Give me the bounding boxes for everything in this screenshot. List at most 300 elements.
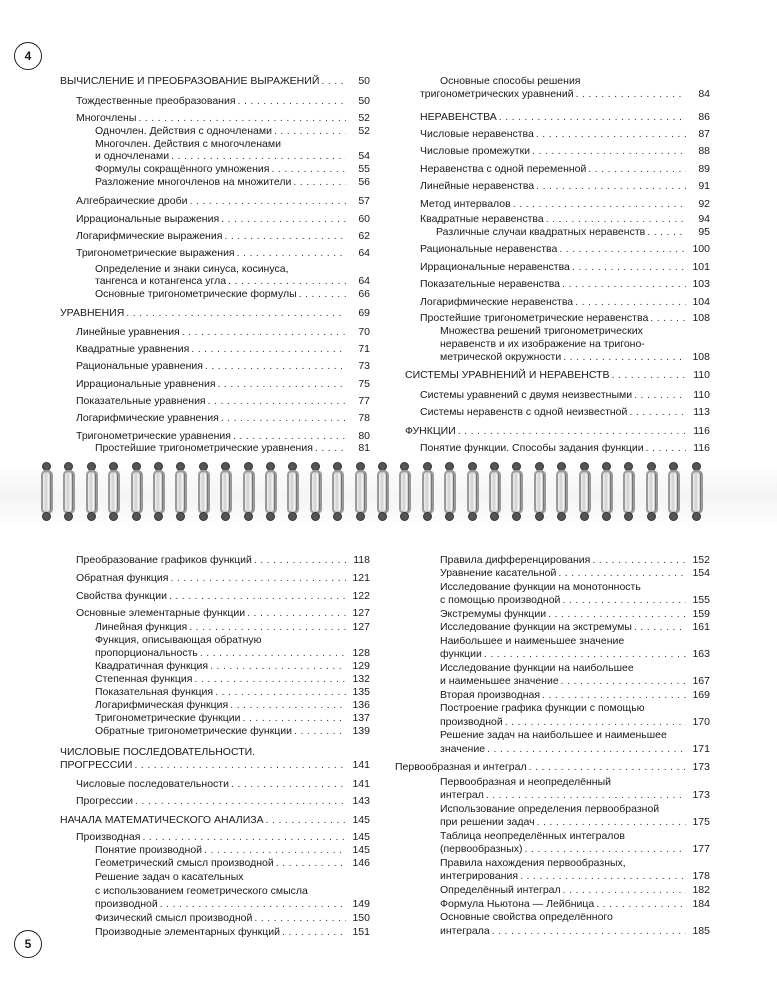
toc-entry-title: тригонометрических уравнений — [420, 88, 574, 100]
toc-section-heading — [420, 111, 710, 124]
toc-entry — [60, 150, 370, 163]
toc-dot-leader — [315, 442, 346, 455]
toc-entry-title: Степенная функция — [95, 673, 193, 685]
toc-entry-title: пропорциональность — [95, 647, 198, 659]
toc-page-number: 86 — [698, 111, 710, 123]
toc-dot-leader — [294, 725, 346, 738]
toc-page-number: 64 — [358, 247, 370, 259]
toc-entry — [60, 378, 370, 391]
toc-page-number: 135 — [352, 686, 370, 698]
toc-entry-title: неравенств и их изображение на тригоно- — [440, 338, 645, 350]
toc-entry-title: Функция, описывающая обратную — [95, 634, 262, 646]
toc-dot-leader — [200, 647, 346, 660]
toc-page-number: 152 — [692, 554, 710, 566]
toc-dot-leader — [215, 686, 346, 699]
toc-dot-leader — [233, 430, 346, 443]
toc-dot-leader — [218, 378, 347, 391]
toc-page-number: 80 — [358, 430, 370, 442]
toc-dot-leader — [230, 699, 346, 712]
toc-entry — [420, 789, 710, 802]
toc-page-number: 94 — [698, 213, 710, 225]
toc-entry-title: Иррациональные выражения — [76, 213, 220, 225]
toc-entry-title: Тождественные преобразования — [76, 95, 236, 107]
toc-page-number: 108 — [692, 312, 710, 324]
spiral-ring — [264, 462, 276, 520]
toc-dot-leader — [271, 163, 346, 176]
spiral-ring — [286, 462, 298, 520]
toc-entry — [395, 761, 710, 774]
toc-page-number: 139 — [352, 725, 370, 737]
toc-entry — [420, 312, 710, 325]
toc-page-number: 143 — [352, 795, 370, 807]
toc-page-number: 149 — [352, 898, 370, 910]
toc-entry — [60, 699, 370, 712]
toc-entry-title: УРАВНЕНИЯ — [60, 307, 125, 319]
toc-section-heading — [405, 369, 710, 382]
toc-entry-title: Первообразная и неопределённый — [440, 776, 611, 788]
toc-page-number: 77 — [358, 395, 370, 407]
toc-top-right-column — [405, 0, 710, 460]
toc-dot-leader — [458, 425, 686, 438]
toc-entry — [420, 675, 710, 688]
spiral-binding — [0, 462, 777, 530]
toc-page-number: 113 — [693, 406, 710, 418]
toc-dot-leader — [208, 395, 346, 408]
toc-dot-leader — [650, 312, 686, 325]
toc-page-number: 89 — [698, 163, 710, 175]
toc-page-number: 91 — [698, 180, 710, 192]
toc-page-number: 169 — [692, 689, 710, 701]
toc-dot-leader — [274, 125, 346, 138]
toc-dot-leader — [542, 689, 686, 702]
toc-dot-leader — [293, 176, 346, 189]
toc-entry-title: Системы уравнений с двумя неизвестными — [420, 389, 633, 401]
toc-entry-title: Различные случаи квадратных неравенств — [436, 226, 646, 238]
toc-entry-title: Тригонометрические уравнения — [76, 430, 231, 442]
toc-page-number: 128 — [352, 647, 370, 659]
toc-dot-leader — [189, 195, 346, 208]
toc-page-number: 70 — [358, 326, 370, 338]
spiral-ring — [331, 462, 343, 520]
spiral-ring — [488, 462, 500, 520]
toc-dot-leader — [231, 778, 346, 791]
spiral-ring — [443, 462, 455, 520]
toc-dot-leader — [499, 111, 686, 124]
toc-dot-leader — [142, 831, 346, 844]
toc-dot-leader — [532, 145, 686, 158]
toc-page-number: 141 — [352, 778, 370, 790]
toc-page-number: 52 — [358, 112, 370, 124]
toc-entry-title: Квадратные уравнения — [76, 343, 190, 355]
spiral-ring — [398, 462, 410, 520]
toc-dot-leader — [536, 180, 686, 193]
toc-dot-leader — [238, 95, 346, 108]
toc-entry — [420, 581, 710, 594]
toc-entry-title: Квадратичная функция — [95, 660, 209, 672]
toc-page-number: 116 — [693, 425, 710, 437]
toc-entry — [420, 803, 710, 816]
toc-page-number: 116 — [693, 442, 710, 454]
toc-section-heading — [60, 75, 370, 88]
toc-entry-title: Наибольшее и наименьшее значение — [440, 635, 625, 647]
toc-entry-title: и наименьшее значение — [440, 675, 559, 687]
toc-entry — [60, 898, 370, 911]
toc-dot-leader — [546, 213, 686, 226]
toc-entry — [420, 567, 710, 580]
toc-entry — [60, 263, 370, 276]
toc-dot-leader — [171, 150, 346, 163]
toc-dot-leader — [561, 675, 686, 688]
toc-page-number: 104 — [692, 296, 710, 308]
toc-dot-leader — [266, 814, 346, 827]
toc-page-number: 101 — [692, 261, 710, 273]
toc-entry — [420, 325, 710, 338]
toc-entry-title: Линейные неравенства — [420, 180, 535, 192]
toc-dot-leader — [563, 884, 686, 897]
toc-entry — [60, 288, 370, 301]
toc-entry-title: Многочлены — [76, 112, 137, 124]
toc-dot-leader — [254, 912, 346, 925]
spiral-ring — [600, 462, 612, 520]
toc-entry — [420, 702, 710, 715]
bottom-page-number: 5 — [14, 930, 42, 958]
toc-page-number: 127 — [352, 621, 370, 633]
toc-entry — [420, 198, 710, 211]
toc-page-number: 54 — [358, 150, 370, 162]
toc-entry — [60, 275, 370, 288]
toc-entry-title: интеграла — [440, 925, 490, 937]
toc-page-number: 121 — [352, 572, 370, 584]
spiral-ring — [85, 462, 97, 520]
toc-page-number: 50 — [358, 95, 370, 107]
toc-page-number: 145 — [352, 814, 370, 826]
toc-entry-title: Первообразная и интеграл — [395, 761, 527, 773]
toc-entry-title: Определённый интеграл — [440, 884, 561, 896]
toc-section-heading — [60, 759, 370, 772]
toc-entry — [60, 673, 370, 686]
toc-page-number: 50 — [358, 75, 370, 87]
toc-entry-title: Логарифмические уравнения — [76, 412, 219, 424]
toc-page-number: 60 — [358, 213, 370, 225]
toc-entry — [60, 230, 370, 243]
toc-entry-title: Показательные неравенства — [420, 278, 561, 290]
toc-entry — [60, 686, 370, 699]
toc-page-number: 110 — [693, 369, 710, 381]
toc-page-number: 154 — [692, 567, 710, 579]
toc-entry — [60, 871, 370, 884]
toc-entry-title: СИСТЕМЫ УРАВНЕНИЙ И НЕРАВЕНСТВ — [405, 369, 610, 381]
toc-entry-title: Понятие функции. Способы задания функции — [420, 442, 644, 454]
toc-entry — [60, 572, 370, 585]
toc-entry — [60, 163, 370, 176]
toc-entry — [60, 138, 370, 151]
toc-entry — [60, 660, 370, 673]
toc-dot-leader — [596, 898, 686, 911]
toc-entry-title: Логарифмические выражения — [76, 230, 223, 242]
toc-dot-leader — [487, 743, 686, 756]
toc-page-number: 95 — [698, 226, 710, 238]
toc-entry — [60, 778, 370, 791]
toc-entry — [60, 326, 370, 339]
toc-page-number: 88 — [698, 145, 710, 157]
toc-dot-leader — [205, 360, 346, 373]
toc-entry — [420, 594, 710, 607]
toc-page-number: 161 — [692, 621, 710, 633]
toc-page-number: 145 — [352, 831, 370, 843]
toc-entry-title: Решение задач о касательных — [95, 871, 244, 883]
toc-entry-title: Исследование функции на наибольшее — [440, 662, 634, 674]
toc-entry — [420, 843, 710, 856]
toc-dot-leader — [576, 88, 686, 101]
spiral-ring — [421, 462, 433, 520]
toc-entry — [60, 912, 370, 925]
toc-entry-title: Числовые неравенства — [420, 128, 534, 140]
toc-page-number: 173 — [692, 789, 710, 801]
toc-dot-leader — [529, 761, 686, 774]
toc-entry-title: Использование определения первообразной — [440, 803, 660, 815]
toc-entry — [60, 554, 370, 567]
toc-entry — [60, 926, 370, 939]
toc-entry-title: Правила нахождения первообразных, — [440, 857, 626, 869]
toc-entry-title: ФУНКЦИИ — [405, 425, 456, 437]
spiral-ring — [152, 462, 164, 520]
toc-dot-leader — [588, 163, 686, 176]
spiral-ring — [622, 462, 634, 520]
toc-dot-leader — [524, 843, 686, 856]
toc-entry — [60, 857, 370, 870]
toc-dot-leader — [247, 607, 346, 620]
toc-entry-title: и одночленами — [95, 150, 170, 162]
toc-entry-title: Обратные тригонометрические функции — [95, 725, 293, 737]
toc-page-number: 108 — [692, 351, 710, 363]
toc-entry-title: Разложение многочленов на множители — [95, 176, 292, 188]
spiral-ring — [242, 462, 254, 520]
toc-entry-title: Основные свойства определённого — [440, 911, 613, 923]
toc-page-number: 73 — [358, 360, 370, 372]
toc-entry — [420, 830, 710, 843]
toc-entry-title: Неравенства с одной переменной — [420, 163, 587, 175]
toc-page-number: 127 — [352, 607, 370, 619]
toc-page-number: 55 — [358, 163, 370, 175]
toc-entry — [420, 870, 710, 883]
toc-dot-leader — [572, 261, 686, 274]
toc-entry — [60, 795, 370, 808]
toc-dot-leader — [221, 213, 346, 226]
toc-entry-title: Простейшие тригонометрические уравнения — [95, 442, 313, 454]
toc-dot-leader — [537, 816, 686, 829]
spiral-ring — [354, 462, 366, 520]
toc-dot-leader — [276, 857, 346, 870]
toc-dot-leader — [562, 278, 686, 291]
toc-entry-title: Определение и знаки синуса, косинуса, — [95, 263, 289, 275]
toc-entry-title: Тригонометрические выражения — [76, 247, 235, 259]
toc-entry-title: Рациональные неравенства — [420, 243, 558, 255]
toc-entry-title: Логарифмическая функция — [95, 699, 229, 711]
toc-entry — [420, 261, 710, 274]
spiral-ring — [197, 462, 209, 520]
toc-entry-title: Физический смысл производной — [95, 912, 253, 924]
toc-entry-title: Построение графика функции с помощью — [440, 702, 645, 714]
toc-page-number: 100 — [692, 243, 710, 255]
toc-entry-title: Иррациональные неравенства — [420, 261, 570, 273]
toc-top-left-column — [60, 0, 370, 460]
toc-entry-title: Формулы сокращённого умножения — [95, 163, 270, 175]
spiral-ring — [130, 462, 142, 520]
toc-entry — [60, 885, 370, 898]
toc-entry — [420, 145, 710, 158]
toc-entry — [60, 430, 370, 443]
toc-entry-title: Линейная функция — [95, 621, 188, 633]
toc-bottom-left-column — [60, 530, 370, 1000]
toc-entry-title: Алгебраические дроби — [76, 195, 188, 207]
toc-entry-title: производной — [95, 898, 158, 910]
toc-entry-title: Показательные уравнения — [76, 395, 206, 407]
toc-entry-title: тангенса и котангенса угла — [95, 275, 227, 287]
toc-entry-title: Прогрессии — [76, 795, 133, 807]
toc-entry — [60, 831, 370, 844]
toc-entry — [420, 729, 710, 742]
toc-entry-title: интеграл — [440, 789, 484, 801]
toc-entry — [420, 442, 710, 455]
toc-entry — [60, 213, 370, 226]
toc-entry — [420, 163, 710, 176]
toc-entry-title: НАЧАЛА МАТЕМАТИЧЕСКОГО АНАЛИЗА — [60, 814, 264, 826]
toc-entry-title: Тригонометрические функции — [95, 712, 241, 724]
toc-page-number: 66 — [358, 288, 370, 300]
toc-entry-title: Основные способы решения — [440, 75, 581, 87]
toc-entry-title: Решение задач на наибольшее и наименьшее — [440, 729, 667, 741]
toc-entry — [420, 716, 710, 729]
toc-entry — [420, 884, 710, 897]
toc-dot-leader — [486, 789, 686, 802]
toc-bottom-right-column — [395, 530, 710, 1000]
toc-entry — [60, 607, 370, 620]
toc-entry — [420, 898, 710, 911]
toc-entry — [60, 125, 370, 138]
spiral-ring — [40, 462, 52, 520]
toc-dot-leader — [299, 288, 346, 301]
toc-entry — [60, 412, 370, 425]
toc-entry-title: Экстремумы функции — [440, 608, 547, 620]
toc-page-number: 178 — [692, 870, 710, 882]
toc-entry — [420, 621, 710, 634]
spiral-ring — [376, 462, 388, 520]
toc-section-heading — [405, 425, 710, 438]
toc-page-number: 56 — [358, 176, 370, 188]
toc-dot-leader — [492, 925, 686, 938]
toc-dot-leader — [634, 621, 686, 634]
toc-dot-leader — [563, 351, 686, 364]
toc-entry-title: Основные элементарные функции — [76, 607, 246, 619]
toc-page-number: 87 — [698, 128, 710, 140]
toc-entry-title: Метод интервалов — [420, 198, 511, 210]
toc-dot-leader — [224, 230, 346, 243]
toc-entry-title: Показательная функция — [95, 686, 214, 698]
toc-entry — [420, 296, 710, 309]
toc-dot-leader — [169, 590, 346, 603]
toc-entry-title: Рациональные уравнения — [76, 360, 203, 372]
toc-entry — [420, 662, 710, 675]
toc-entry-title: Формула Ньютона — Лейбница — [440, 898, 595, 910]
toc-entry — [60, 395, 370, 408]
toc-page-number: 171 — [692, 743, 710, 755]
toc-entry-title: НЕРАВЕНСТВА — [420, 111, 497, 123]
toc-entry — [420, 925, 710, 938]
toc-entry-title: Исследование функции на экстремумы — [440, 621, 632, 633]
toc-entry — [60, 95, 370, 108]
spiral-ring — [309, 462, 321, 520]
toc-dot-leader — [170, 572, 346, 585]
toc-dot-leader — [513, 198, 686, 211]
toc-entry-title: Таблица неопределённых интегралов — [440, 830, 625, 842]
toc-entry-title: Уравнение касательной — [440, 567, 557, 579]
toc-page-number: 75 — [358, 378, 370, 390]
toc-dot-leader — [194, 673, 346, 686]
toc-entry-title: Многочлен. Действия с многочленами — [95, 138, 281, 150]
toc-entry-title: ПРОГРЕССИИ — [60, 759, 133, 771]
toc-dot-leader — [562, 594, 686, 607]
toc-page-number: 92 — [698, 198, 710, 210]
toc-dot-leader — [221, 412, 346, 425]
spiral-ring — [533, 462, 545, 520]
toc-page-number: 103 — [692, 278, 710, 290]
toc-entry-title: Одночлен. Действия с одночленами — [95, 125, 272, 137]
toc-entry-title: Простейшие тригонометрические неравенства — [420, 312, 649, 324]
toc-dot-leader — [254, 554, 346, 567]
toc-entry-title: Множества решений тригонометрических — [440, 325, 643, 337]
toc-dot-leader — [126, 307, 346, 320]
toc-page-number: 78 — [358, 412, 370, 424]
toc-dot-leader — [647, 226, 686, 239]
spiral-ring — [466, 462, 478, 520]
toc-entry-title: Системы неравенств с одной неизвестной — [420, 406, 628, 418]
toc-entry — [60, 112, 370, 125]
toc-entry — [420, 278, 710, 291]
toc-entry — [420, 180, 710, 193]
toc-page-number: 146 — [352, 857, 370, 869]
toc-page-number: 185 — [692, 925, 710, 937]
toc-page-number: 110 — [693, 389, 710, 401]
toc-page-number: 177 — [692, 843, 710, 855]
toc-dot-leader — [646, 442, 686, 455]
toc-page-number: 129 — [352, 660, 370, 672]
toc-entry-title: (первообразных) — [440, 843, 523, 855]
toc-entry — [420, 776, 710, 789]
toc-dot-leader — [135, 795, 346, 808]
toc-dot-leader — [134, 759, 346, 772]
toc-dot-leader — [548, 608, 686, 621]
toc-page-number: 141 — [352, 759, 370, 771]
toc-page-number: 151 — [352, 926, 370, 938]
toc-dot-leader — [592, 554, 686, 567]
toc-dot-leader — [191, 343, 346, 356]
toc-dot-leader — [189, 621, 346, 634]
toc-dot-leader — [237, 247, 346, 260]
toc-section-heading — [60, 814, 370, 827]
toc-entry — [420, 88, 710, 101]
toc-entry — [60, 247, 370, 260]
spiral-ring — [62, 462, 74, 520]
toc-entry — [60, 712, 370, 725]
spiral-ring — [690, 462, 702, 520]
toc-dot-leader — [484, 648, 686, 661]
toc-page-number: 62 — [358, 230, 370, 242]
toc-entry-title: Квадратные неравенства — [420, 213, 544, 225]
toc-page-number: 159 — [692, 608, 710, 620]
toc-dot-leader — [629, 406, 686, 419]
spiral-ring — [555, 462, 567, 520]
toc-entry — [60, 647, 370, 660]
